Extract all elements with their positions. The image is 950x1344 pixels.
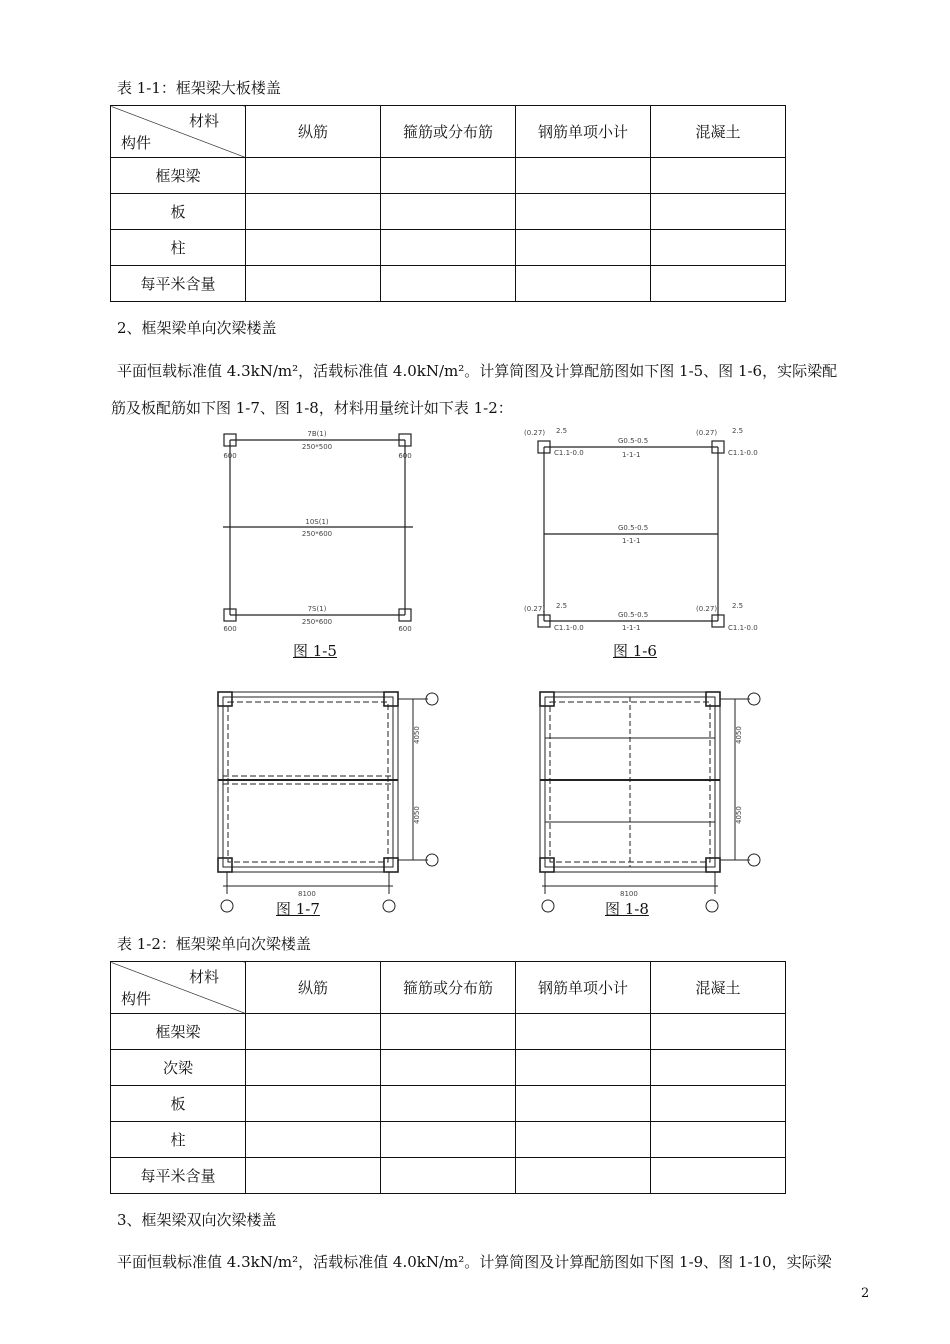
fig6-beam-label: G0.5-0.5: [618, 524, 649, 532]
fig6-beam-label: G0.5-0.5: [618, 437, 649, 445]
figure-1-7-diagram: [185, 682, 445, 914]
fig6-corner-value: (0.27): [524, 605, 546, 613]
figure-1-5-caption: 图 1-5: [293, 642, 337, 660]
fig5-col-size: 600: [223, 625, 237, 633]
table-row: [111, 230, 786, 266]
table1-caption: 表 1-1：框架梁大板楼盖: [117, 79, 281, 97]
table-1-1: [110, 105, 786, 302]
fig6-corner-side: 2.5: [556, 427, 568, 435]
paragraph-line: 平面恒载标准值 4.3kN/m²，活载标准值 4.0kN/m²。计算简图及计算配筋图如下图 1-9、图 1-10，实际梁: [117, 1253, 832, 1271]
figure-1-8-diagram: [522, 682, 772, 914]
column-header: 钢筋单项小计: [516, 962, 651, 1014]
fig5-bottom-beam-size: 250*600: [301, 618, 333, 626]
table-row: [111, 158, 786, 194]
header-diagonal-cell: [111, 106, 246, 158]
fig6-corner-bottom: C1.1-0.0: [728, 624, 758, 632]
fig5-col-size: 600: [223, 452, 237, 460]
fig6-corner-value: (0.27): [524, 429, 546, 437]
figure-1-6-diagram: [520, 425, 770, 640]
paragraph-line: 平面恒载标准值 4.3kN/m²，活载标准值 4.0kN/m²。计算简图及计算配筋图如下图 1-5、图 1-6，实际梁配: [117, 362, 838, 380]
header-material: 材料: [188, 112, 219, 130]
figure-1-5-diagram: [215, 428, 435, 638]
section2-heading: 2、框架梁单向次梁楼盖: [117, 319, 277, 337]
column-header: 纵筋: [246, 106, 381, 158]
fig6-corner-bottom: C1.1-0.0: [554, 449, 584, 457]
row-label: 柱: [111, 1122, 246, 1158]
paragraph-line: 筋及板配筋如下图 1-7、图 1-8，材料用量统计如下表 1-2：: [111, 399, 513, 417]
fig6-corner-value: (0.27): [696, 429, 718, 437]
fig7-dim-right: 4050: [413, 726, 421, 744]
row-label: 每平米含量: [111, 266, 246, 302]
column-header: 纵筋: [246, 962, 381, 1014]
fig5-top-beam-size: 250*500: [301, 443, 333, 451]
table-row: [111, 266, 786, 302]
header-member: 构件: [121, 990, 152, 1008]
fig8-dim-right: 4050: [735, 726, 743, 744]
fig7-dim-right: 4050: [413, 806, 421, 824]
row-label: 板: [111, 1086, 246, 1122]
table2-caption: 表 1-2：框架梁单向次梁楼盖: [117, 935, 311, 953]
fig6-corner-bottom: C1.1-0.0: [728, 449, 758, 457]
row-label: 每平米含量: [111, 1158, 246, 1194]
table-row: [111, 1014, 786, 1050]
fig6-beam-label2: 1-1-1: [622, 624, 641, 632]
figure-1-8-caption: 图 1-8: [605, 900, 649, 918]
fig6-corner-side: 2.5: [556, 602, 568, 610]
column-header: 混凝土: [651, 106, 786, 158]
row-label: 框架梁: [111, 1014, 246, 1050]
fig5-col-size: 600: [398, 625, 412, 633]
fig5-col-size: 600: [398, 452, 412, 460]
table-row: [111, 1050, 786, 1086]
section3-heading: 3、框架梁双向次梁楼盖: [117, 1211, 277, 1229]
fig5-top-beam: 7B(1): [307, 430, 327, 438]
column-header: 箍筋或分布筋: [381, 106, 516, 158]
header-diagonal-cell: [111, 962, 246, 1014]
row-label: 次梁: [111, 1050, 246, 1086]
table-row: [111, 1158, 786, 1194]
table-row: [111, 1122, 786, 1158]
figure-1-7-caption: 图 1-7: [276, 900, 320, 918]
table-row: [111, 194, 786, 230]
fig7-dim-bottom: 8100: [298, 890, 316, 898]
column-header: 箍筋或分布筋: [381, 962, 516, 1014]
fig6-corner-side: 2.5: [732, 427, 744, 435]
fig5-mid-beam-size: 250*600: [301, 530, 333, 538]
column-header: 混凝土: [651, 962, 786, 1014]
fig6-beam-label: G0.5-0.5: [618, 611, 649, 619]
header-member: 构件: [121, 134, 152, 152]
fig6-corner-bottom: C1.1-0.0: [554, 624, 584, 632]
row-label: 板: [111, 194, 246, 230]
fig6-corner-value: (0.27): [696, 605, 718, 613]
row-label: 框架梁: [111, 158, 246, 194]
table-row: [111, 1086, 786, 1122]
fig6-corner-side: 2.5: [732, 602, 744, 610]
column-header: 钢筋单项小计: [516, 106, 651, 158]
page-number: 2: [861, 1286, 870, 1301]
fig8-dim-bottom: 8100: [620, 890, 638, 898]
fig6-beam-label2: 1-1-1: [622, 537, 641, 545]
fig6-beam-label2: 1-1-1: [622, 451, 641, 459]
header-material: 材料: [188, 968, 219, 986]
fig5-mid-beam: 10S(1): [305, 518, 329, 526]
row-label: 柱: [111, 230, 246, 266]
fig8-dim-right: 4050: [735, 806, 743, 824]
figure-1-6-caption: 图 1-6: [613, 642, 657, 660]
fig5-bottom-beam: 7S(1): [307, 605, 327, 613]
table-1-2: [110, 961, 786, 1194]
